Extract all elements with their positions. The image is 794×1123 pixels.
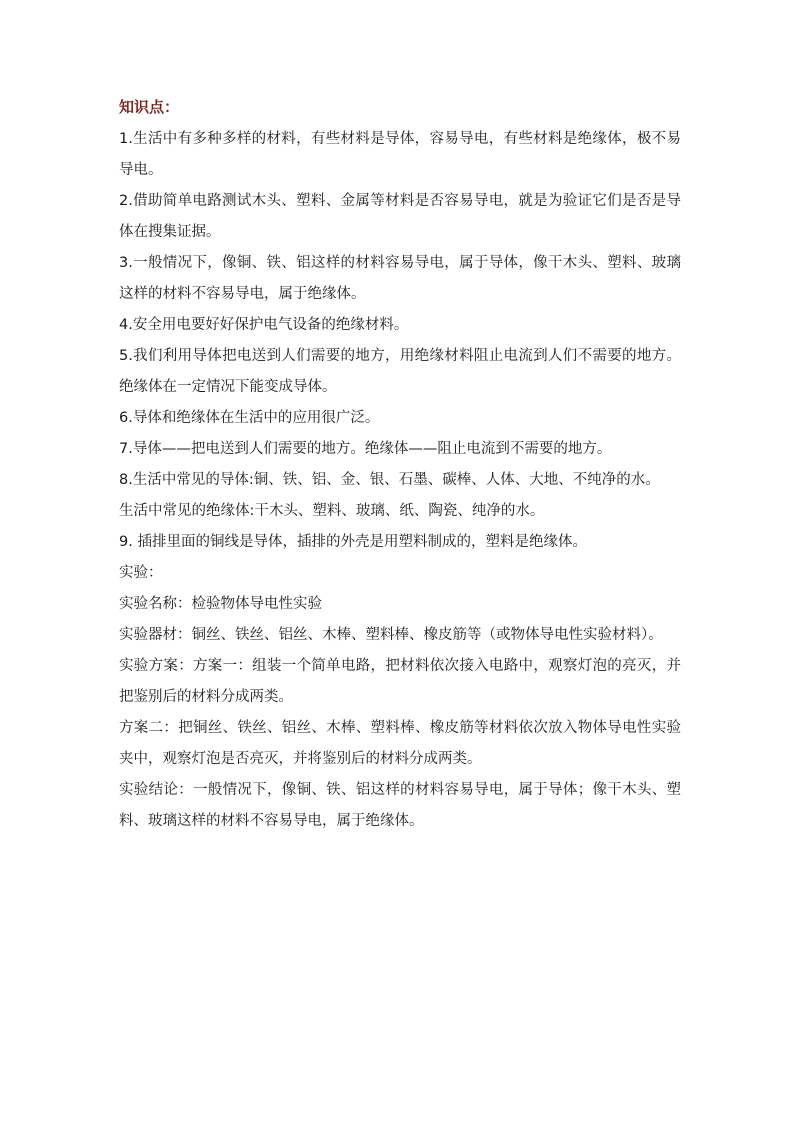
knowledge-point-8: 8.生活中常见的导体:铜、铁、铝、金、银、石墨、碳棒、人体、大地、不纯净的水。: [119, 472, 660, 488]
knowledge-point-3: 3.一般情况下，像铜、铁、铝这样的材料容易导电，属于导体，像干木头、塑料、玻璃这样的材料不容易导电，属于绝缘体。: [119, 255, 681, 302]
experiment-name: 实验名称：检验物体导电性实验: [119, 596, 322, 612]
knowledge-point-6: 6.导体和绝缘体在生活中的应用很广泛。: [119, 410, 380, 426]
experiment-plan-one: 实验方案：方案一：组装一个简单电路，把材料依次接入电路中，观察灯泡的亮灭，并把鉴别后的材料分成两类。: [119, 658, 681, 705]
knowledge-point-5: 5.我们利用导体把电送到人们需要的地方，用绝缘材料阻止电流到人们不需要的地方。绝缘体在一定情况下能变成导体。: [119, 348, 681, 395]
knowledge-point-9: 9. 插排里面的铜线是导体，插排的外壳是用塑料制成的，塑料是绝缘体。: [119, 534, 587, 550]
experiment-materials: 实验器材：铜丝、铁丝、铝丝、木棒、塑料棒、橡皮筋等（或物体导电性实验材料）。: [119, 627, 663, 643]
knowledge-point-7: 7.导体——把电送到人们需要的地方。绝缘体——阻止电流到不需要的地方。: [119, 441, 612, 457]
knowledge-point-1: 1.生活中有多种多样的材料，有些材料是导体，容易导电，有些材料是绝缘体，极不易导电。: [119, 131, 681, 178]
experiment-heading: 实验：: [119, 565, 163, 581]
experiment-conclusion: 实验结论：一般情况下，像铜、铁、铝这样的材料容易导电，属于导体；像干木头、塑料、玻璃这样的材料不容易导电，属于绝缘体。: [119, 782, 681, 829]
common-insulators: 生活中常见的绝缘体:干木头、塑料、玻璃、纸、陶瓷、纯净的水。: [119, 503, 545, 519]
knowledge-point-2: 2.借助简单电路测试木头、塑料、金属等材料是否容易导电，就是为验证它们是否是导体在搜集证据。: [119, 193, 681, 240]
document-page: [119, 94, 681, 837]
experiment-plan-two: 方案二：把铜丝、铁丝、铝丝、木棒、塑料棒、橡皮筋等材料依次放入物体导电性实验夹中，观察灯泡是否亮灭，并将鉴别后的材料分成两类。: [119, 720, 681, 767]
knowledge-point-4: 4.安全用电要好好保护电气设备的绝缘材料。: [119, 317, 409, 333]
section-heading: 知识点：: [119, 98, 180, 116]
